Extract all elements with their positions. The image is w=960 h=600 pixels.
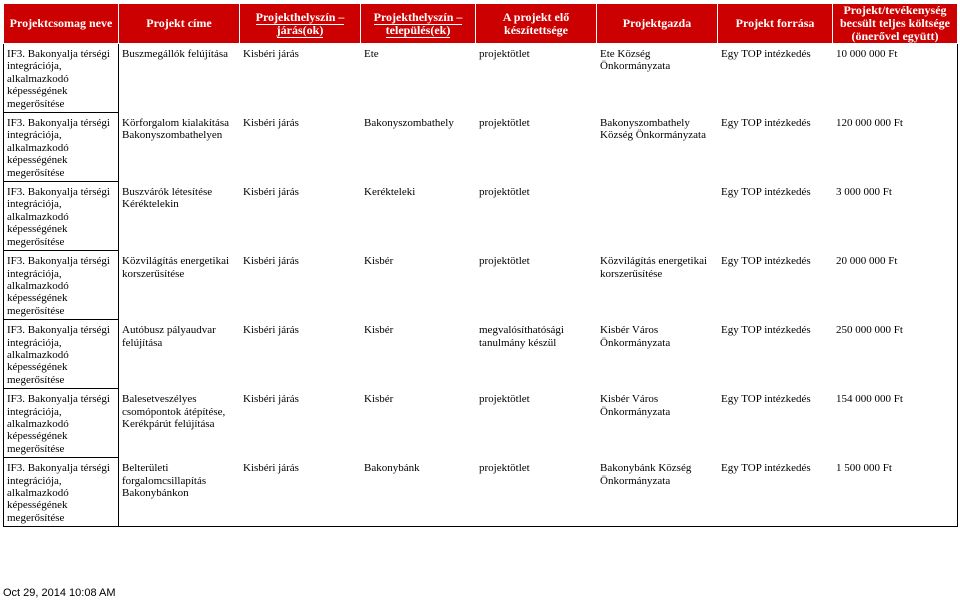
table-row (4, 389, 958, 458)
table-row (4, 113, 958, 182)
cost-cell: 250 000 000 Ft (833, 320, 958, 389)
table-row (4, 320, 958, 389)
settlement-cell: Bakonyszombathely (361, 113, 476, 182)
status-cell: megvalósíthatósági tanulmány készül (476, 320, 597, 389)
owner-cell (597, 182, 718, 251)
cost-cell: 154 000 000 Ft (833, 389, 958, 458)
title-cell: Buszmegállók felújítása (119, 44, 240, 113)
owner-cell: Kisbér Város Önkormányzata (597, 320, 718, 389)
title-cell: Körforgalom kialakítása Bakonyszombathelyen (119, 113, 240, 182)
package-cell: IF3. Bakonyalja térségi integrációja, alkalmazkodó képességének megerősítése (4, 320, 119, 389)
district-cell: Kisbéri járás (240, 182, 361, 251)
settlement-cell: Kisbér (361, 251, 476, 320)
header-settlement: Projekthelyszín – település(ek) (361, 4, 476, 44)
district-cell: Kisbéri járás (240, 458, 361, 527)
title-cell: Autóbusz pályaudvar felújítása (119, 320, 240, 389)
status-cell: projektötlet (476, 182, 597, 251)
owner-cell: Bakonybánk Község Önkormányzata (597, 458, 718, 527)
table-body (4, 44, 958, 527)
cost-cell: 1 500 000 Ft (833, 458, 958, 527)
package-cell: IF3. Bakonyalja térségi integrációja, alkalmazkodó képességének megerősítése (4, 182, 119, 251)
package-cell: IF3. Bakonyalja térségi integrációja, alkalmazkodó képességének megerősítése (4, 389, 119, 458)
cost-cell: 120 000 000 Ft (833, 113, 958, 182)
owner-cell: Kisbér Város Önkormányzata (597, 389, 718, 458)
table-row (4, 182, 958, 251)
district-cell: Kisbéri járás (240, 251, 361, 320)
settlement-cell: Kisbér (361, 389, 476, 458)
settlement-cell: Kisbér (361, 320, 476, 389)
cost-cell: 20 000 000 Ft (833, 251, 958, 320)
package-cell: IF3. Bakonyalja térségi integrációja, alkalmazkodó képességének megerősítése (4, 113, 119, 182)
source-cell: Egy TOP intézkedés (718, 458, 833, 527)
projects-table (3, 3, 958, 527)
source-cell: Egy TOP intézkedés (718, 44, 833, 113)
settlement-cell: Ete (361, 44, 476, 113)
table-row (4, 44, 958, 113)
source-cell: Egy TOP intézkedés (718, 113, 833, 182)
status-cell: projektötlet (476, 389, 597, 458)
status-cell: projektötlet (476, 251, 597, 320)
print-timestamp: Oct 29, 2014 10:08 AM (3, 587, 116, 599)
source-cell: Egy TOP intézkedés (718, 251, 833, 320)
table-row (4, 458, 958, 527)
table-row (4, 251, 958, 320)
status-cell: projektötlet (476, 458, 597, 527)
header-row (4, 4, 958, 44)
package-cell: IF3. Bakonyalja térségi integrációja, alkalmazkodó képességének megerősítése (4, 458, 119, 527)
package-cell: IF3. Bakonyalja térségi integrációja, alkalmazkodó képességének megerősítése (4, 44, 119, 113)
settlement-cell: Kerékteleki (361, 182, 476, 251)
source-cell: Egy TOP intézkedés (718, 389, 833, 458)
title-cell: Buszvárók létesítése Kéréktelekin (119, 182, 240, 251)
title-cell: Balesetveszélyes csomópontok átépítése, Kerékpárút felújítása (119, 389, 240, 458)
header-source: Projekt forrása (718, 4, 833, 44)
source-cell: Egy TOP intézkedés (718, 182, 833, 251)
owner-cell: Bakonyszombathely Község Önkormányzata (597, 113, 718, 182)
header-package: Projektcsomag neve (4, 4, 119, 44)
status-cell: projektötlet (476, 44, 597, 113)
cost-cell: 10 000 000 Ft (833, 44, 958, 113)
header-owner: Projektgazda (597, 4, 718, 44)
header-district: Projekthelyszín – járás(ok) (240, 4, 361, 44)
header-status: A projekt elő készítettsége (476, 4, 597, 44)
district-cell: Kisbéri járás (240, 113, 361, 182)
owner-cell: Közvilágítás energetikai korszerűsítése (597, 251, 718, 320)
district-cell: Kisbéri járás (240, 320, 361, 389)
header-title: Projekt címe (119, 4, 240, 44)
source-cell: Egy TOP intézkedés (718, 320, 833, 389)
settlement-cell: Bakonybánk (361, 458, 476, 527)
package-cell: IF3. Bakonyalja térségi integrációja, alkalmazkodó képességének megerősítése (4, 251, 119, 320)
owner-cell: Ete Község Önkormányzata (597, 44, 718, 113)
district-cell: Kisbéri járás (240, 44, 361, 113)
title-cell: Belterületi forgalomcsillapítás Bakonybánkon (119, 458, 240, 527)
header-cost: Projekt/tevékenység becsült teljes költsége (önerővel együtt) (833, 4, 958, 44)
district-cell: Kisbéri járás (240, 389, 361, 458)
cost-cell: 3 000 000 Ft (833, 182, 958, 251)
status-cell: projektötlet (476, 113, 597, 182)
title-cell: Közvilágítás energetikai korszerűsítése (119, 251, 240, 320)
